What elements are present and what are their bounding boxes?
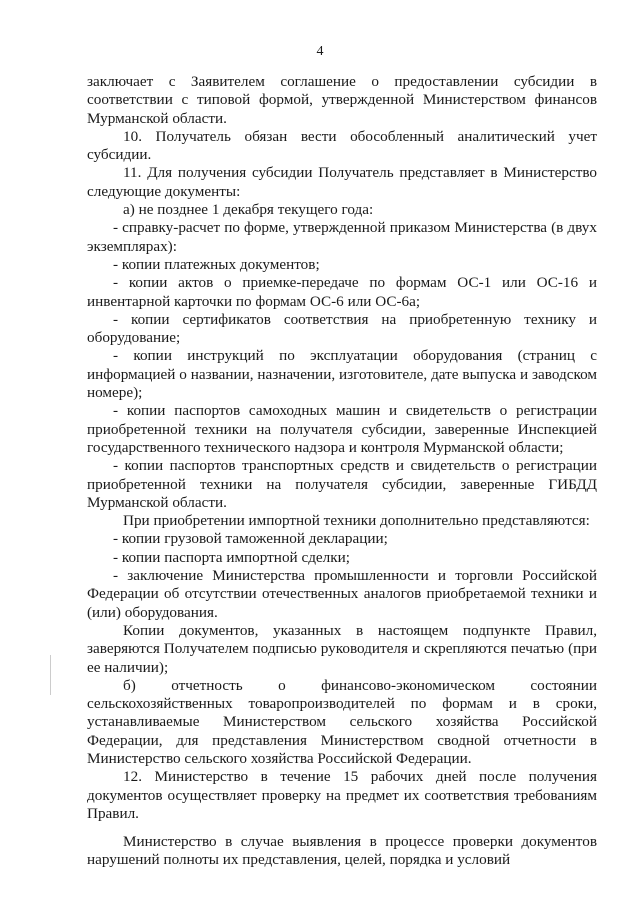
paragraph-violations: Министерство в случае выявления в процессе проверки документов нарушений полноты их представления, целей, порядка и условий [87,833,597,869]
paragraph-12: 12. Министерство в течение 15 рабочих дней после получения документов осуществляет проверку на предмет их соответствия требованиям Правил. [87,768,597,822]
list-item-payment-docs: - копии платежных документов; [113,255,320,273]
paragraph-agreement: заключает с Заявителем соглашение о предоставлении субсидии в соответствии с типовой формой, утвержденной Министерством финансов Мурманской области. [87,73,597,127]
list-item-calculation: - справку-расчет по форме, утвержденной приказом Министерства (в двух экземплярах): [87,219,597,255]
margin-mark [50,655,51,695]
subitem-b-word: финансово-экономическом [321,676,495,694]
list-item-import-deal: - копии паспорта импортной сделки; [113,548,350,566]
subitem-b-word: отчетность [171,676,243,694]
subitem-a: а) не позднее 1 декабря текущего года: [123,201,374,219]
paragraph-import: При приобретении импортной техники дополнительно представляются: [123,512,590,530]
subitem-b-word: б) [123,676,136,694]
subitem-b-word: состоянии [530,676,597,694]
subitem-b-first-line [87,677,597,695]
list-item-conclusion: - заключение Министерства промышленности и торговли Российской Федерации об отсутствии отечественных аналогов приобретаемой техники и (или) оборудования. [87,567,597,621]
list-item-vehicle-passports: - копии паспортов транспортных средств и свидетельств о регистрации приобретенной техники на получателя субсидии, заверенные ГИБДД Мурманской области. [87,457,597,511]
subitem-b-rest: сельскохозяйственных товаропроизводителей по формам и в сроки, устанавливаемые Министерством сельского хозяйства Российской Федерации, для представления Министерством сводной отчетности в Министерство сельского хозяйства Российской Федерации. [87,695,597,767]
list-item-instructions: - копии инструкций по эксплуатации оборудования (страниц с информацией о названии, назначении, изготовителе, дате выпуска и заводском номере); [87,347,597,402]
list-item-acts: - копии актов о приемке-передаче по формам ОС-1 или ОС-16 и инвентарной карточки по формам ОС-6 или ОС-6а; [87,274,597,310]
list-item-customs: - копии грузовой таможенной декларации; [113,530,388,548]
subitem-b-word: о [278,676,286,694]
paragraph-11: 11. Для получения субсидии Получатель представляет в Министерство следующие документы: [87,164,597,200]
page-number: 4 [316,44,324,59]
list-item-machine-passports: - копии паспортов самоходных машин и свидетельств о регистрации приобретенной техники на получателя субсидии, заверенные Инспекцией государственного технического надзора и контроля Мурманской области; [87,402,597,456]
paragraph-10: 10. Получатель обязан вести обособленный аналитический учет субсидии. [87,127,597,164]
list-item-certificates: - копии сертификатов соответствия на приобретенную технику и оборудование; [87,310,597,347]
paragraph-copies: Копии документов, указанных в настоящем подпункте Правил, заверяются Получателем подписью руководителя и скрепляются печатью (при ее наличии); [87,621,597,676]
document-body [87,73,597,870]
